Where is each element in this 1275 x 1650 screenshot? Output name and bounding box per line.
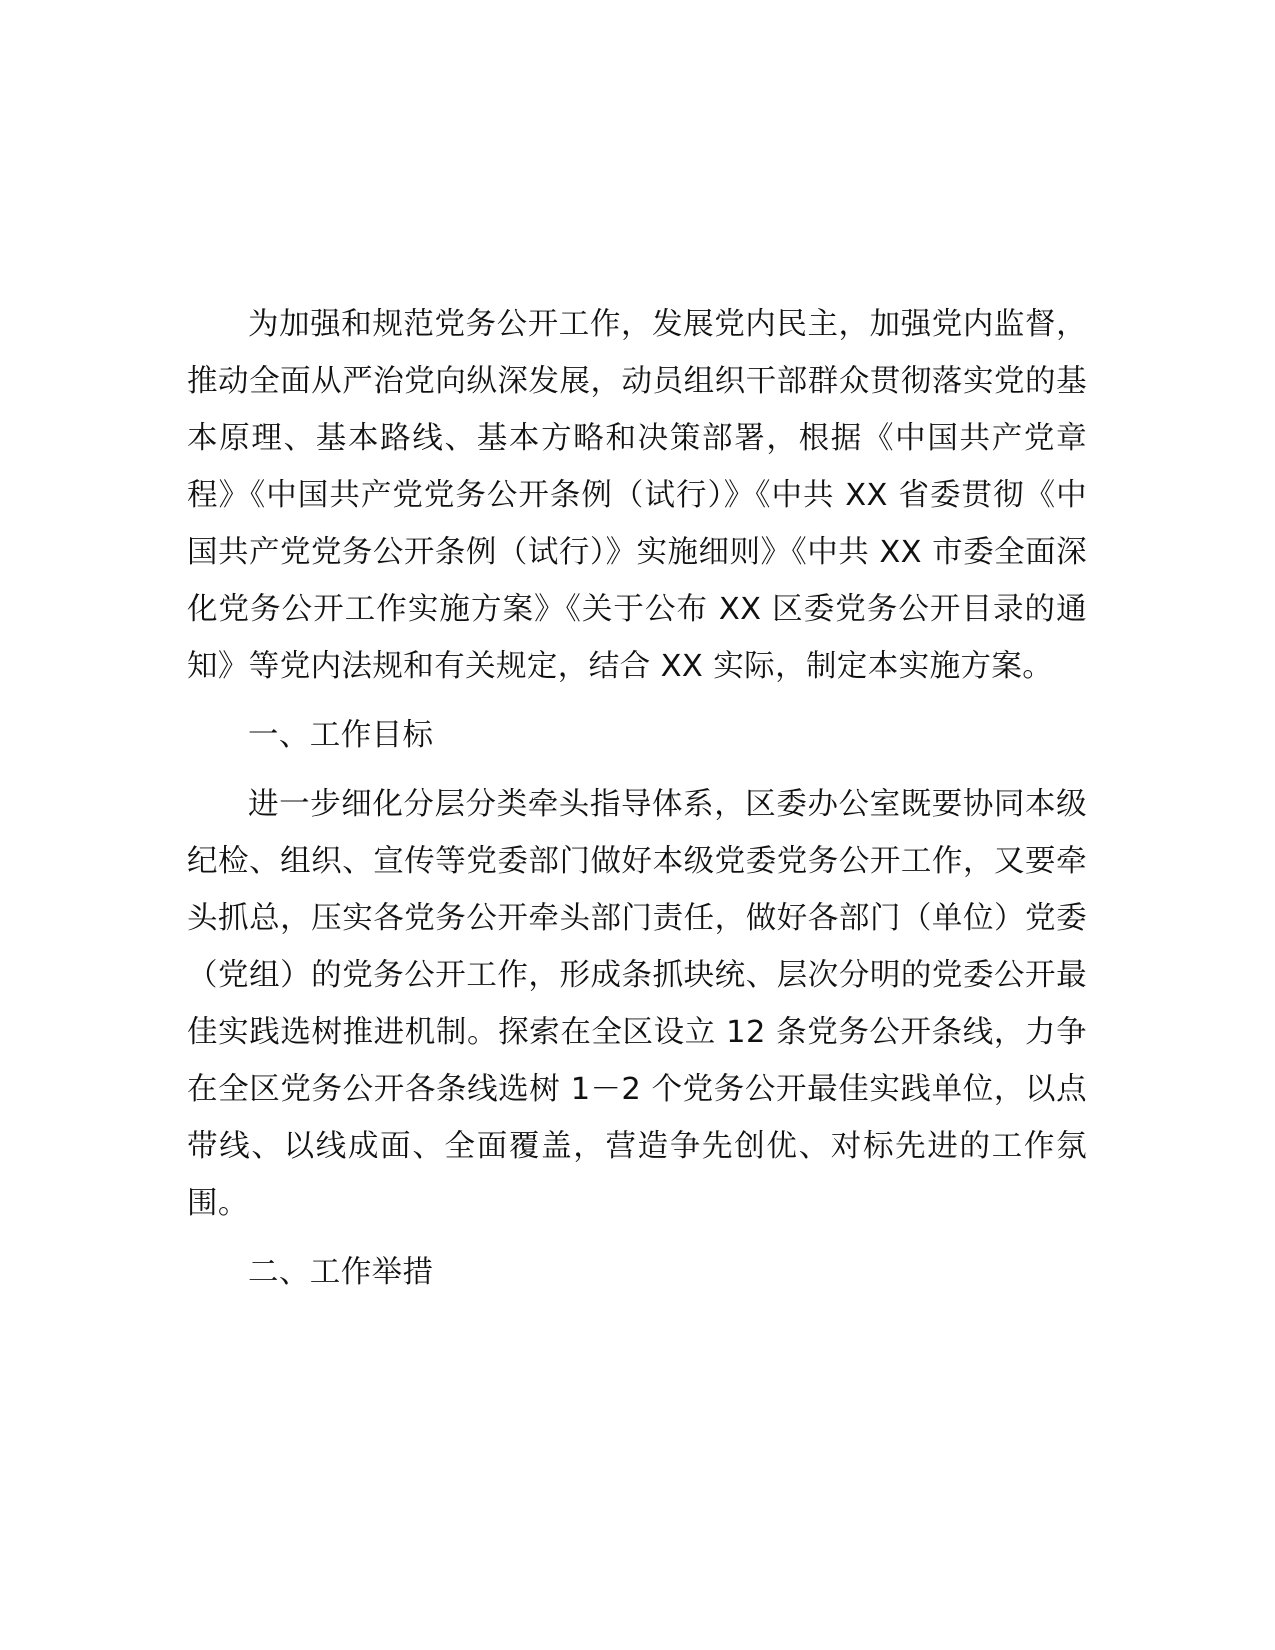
- section-heading-measures: 二、工作举措: [248, 1255, 434, 1290]
- intro-paragraph: 为加强和规范党务公开工作，发展党内民主，加强党内监督，推动全面从严治党向纵深发展，动员组织干部群众贯彻落实党的基本原理、基本路线、基本方略和决策部署，根据《中国共产党章程》《中国共产党党务公开条例（试行）》《中共 XX 省委贯彻《中国共产党党务公开条例（试行）》实施细则》《中共 XX 市委全面深化党务公开工作实施方案》《关于公布 XX 区委党务公开目录的通知》等党内法规和有关规定，结合 XX 实际，制定本实施方案。: [187, 307, 1087, 684]
- document-body: [187, 296, 1087, 1313]
- section-heading-goals: 一、工作目标: [248, 718, 434, 753]
- goals-paragraph: 进一步细化分层分类牵头指导体系，区委办公室既要协同本级纪检、组织、宣传等党委部门做好本级党委党务公开工作，又要牵头抓总，压实各党务公开牵头部门责任，做好各部门（单位）党委（党组）的党务公开工作，形成条抓块统、层次分明的党委公开最佳实践选树推进机制。探索在全区设立 12 条党务公开条线，力争在全区党务公开各条线选树 1－2 个党务公开最佳实践单位，以点带线、以线成面、全面覆盖，营造争先创优、对标先进的工作氛围。: [187, 787, 1087, 1221]
